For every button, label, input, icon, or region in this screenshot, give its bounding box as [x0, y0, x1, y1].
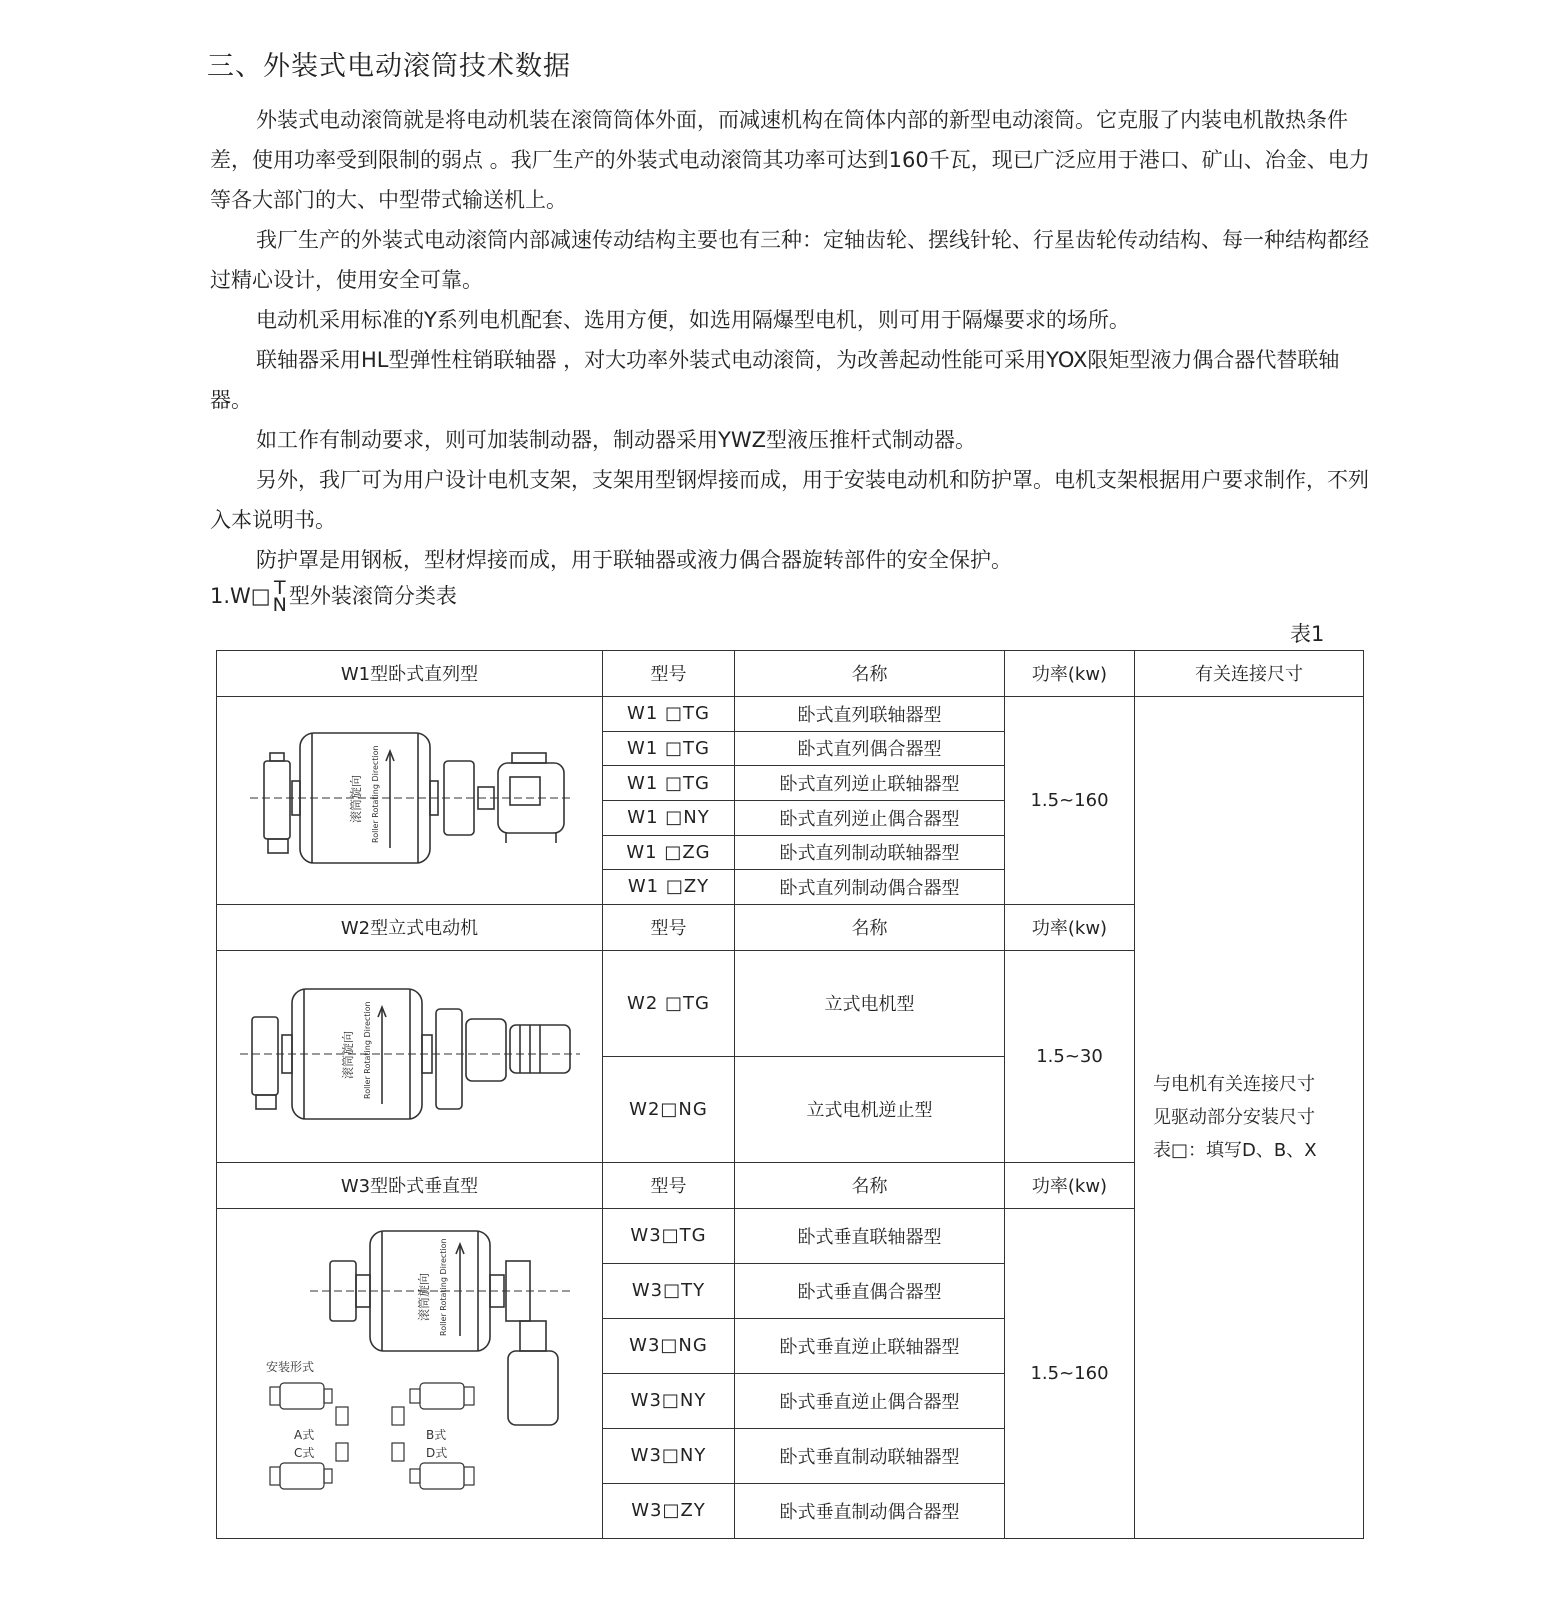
paragraph-5: 如工作有制动要求，则可加装制动器，制动器采用YWZ型液压推杆式制动器。 [256, 428, 976, 452]
model-cell: W3□NY [603, 1373, 735, 1428]
model-cell: W3□NY [603, 1428, 735, 1483]
paragraph-1: 外装式电动滚筒就是将电动机装在滚筒筒体外面，而减速机构在筒体内部的新型电动滚筒。它克服了内装电机散热条件差，使用功率受到限制的弱点 。我厂生产的外装式电动滚筒其功率可达到160千瓦，现已广泛应用于港口、矿山、冶金、电力等各大部门的大、中型带式输送机上。 [210, 108, 1370, 212]
name-cell: 卧式垂直偶合器型 [735, 1263, 1005, 1318]
drum-label: 滚筒旋向 [348, 774, 363, 823]
col-name: 名称 [735, 1162, 1005, 1208]
col-name: 名称 [735, 904, 1005, 950]
col-name: 名称 [735, 651, 1005, 697]
model-cell: W3□NG [603, 1318, 735, 1373]
paragraph-7: 防护罩是用钢板，型材焊接而成，用于联轴器或液力偶合器旋转部件的安全保护。 [256, 548, 1012, 572]
w3-vertical-drum-drawing [230, 1221, 590, 1521]
col-model: 型号 [603, 1162, 735, 1208]
col-power: 功率(kw) [1005, 1162, 1135, 1208]
classification-title: 1.W□ T N 型外装滚筒分类表 [210, 577, 457, 616]
paragraph-3: 电动机采用标准的Y系列电机配套、选用方便，如选用隔爆型电机，则可用于隔爆要求的场所。 [256, 308, 1130, 332]
form-c-label: C式 [293, 1445, 314, 1460]
model-cell: W1 □TG [603, 731, 735, 766]
name-cell: 立式电机型 [735, 950, 1005, 1056]
table-label: 表1 [1290, 622, 1325, 646]
model-cell: W1 □TG [603, 696, 735, 731]
w1-horizontal-drum-drawing [250, 713, 570, 883]
dims-note: 与电机有关连接尺寸 见驱动部分安装尺寸 表□：填写D、B、X [1135, 696, 1364, 1538]
paragraph-2: 我厂生产的外装式电动滚筒内部减速传动结构主要也有三种：定轴齿轮、摆线针轮、行星齿轮传动结构、每一种结构都经过精心设计，使用安全可靠。 [210, 228, 1369, 292]
model-cell: W3□ZY [603, 1483, 735, 1538]
col-dims: 有关连接尺寸 [1135, 651, 1364, 697]
name-cell: 卧式直列制动偶合器型 [735, 870, 1005, 905]
model-cell: W2 □TG [603, 950, 735, 1056]
group-header-w1: W1型卧式直列型 [217, 651, 603, 697]
col-power: 功率(kw) [1005, 651, 1135, 697]
w1-drawing [217, 696, 603, 904]
name-cell: 卧式垂直逆止联轴器型 [735, 1318, 1005, 1373]
model-cell: W1 □TG [603, 766, 735, 801]
model-cell: W1 □ZG [603, 835, 735, 870]
paragraph-4: 联轴器采用HL型弹性柱销联轴器 ，对大功率外装式电动滚筒，为改善起动性能可采用YOX限矩型液力偶合器代替联轴器。 [210, 348, 1340, 412]
name-cell: 卧式直列制动联轴器型 [735, 835, 1005, 870]
power-cell-w3: 1.5~160 [1005, 1208, 1135, 1538]
group-header-w3: W3型卧式垂直型 [217, 1162, 603, 1208]
classification-table [216, 650, 1364, 1539]
drum-label-en: Roller Rotating Direction [438, 1238, 448, 1336]
model-cell: W1 □NY [603, 800, 735, 835]
col-model: 型号 [603, 651, 735, 697]
page-title: 三、外装式电动滚筒技术数据 [207, 51, 571, 82]
model-cell: W2□NG [603, 1056, 735, 1162]
power-cell-w1: 1.5~160 [1005, 696, 1135, 904]
name-cell: 立式电机逆止型 [735, 1056, 1005, 1162]
group-header-w2: W2型立式电动机 [217, 904, 603, 950]
name-cell: 卧式垂直逆止偶合器型 [735, 1373, 1005, 1428]
form-b-label: B式 [425, 1427, 446, 1442]
model-cell: W3□TY [603, 1263, 735, 1318]
w2-vertical-motor-drawing [240, 969, 580, 1139]
name-cell: 卧式垂直制动偶合器型 [735, 1483, 1005, 1538]
power-cell-w2: 1.5~30 [1005, 950, 1135, 1162]
col-power: 功率(kw) [1005, 904, 1135, 950]
w3-drawing [217, 1208, 603, 1538]
drum-label: 滚筒旋向 [340, 1030, 355, 1079]
name-cell: 卧式垂直联轴器型 [735, 1208, 1005, 1263]
form-a-label: A式 [293, 1427, 314, 1442]
name-cell: 卧式垂直制动联轴器型 [735, 1428, 1005, 1483]
form-d-label: D式 [425, 1445, 447, 1460]
model-cell: W1 □ZY [603, 870, 735, 905]
drum-label-en: Roller Rotating Direction [362, 1001, 372, 1099]
drum-label: 滚筒旋向 [416, 1272, 431, 1321]
paragraph-6: 另外，我厂可为用户设计电机支架，支架用型钢焊接而成，用于安装电动机和防护罩。电机支架根据用户要求制作，不列入本说明书。 [210, 468, 1369, 532]
install-label: 安装形式 [265, 1359, 314, 1374]
drum-label-en: Roller Rotating Direction [370, 745, 380, 843]
w2-drawing [217, 950, 603, 1162]
intro-paragraphs [210, 100, 1375, 580]
name-cell: 卧式直列联轴器型 [735, 696, 1005, 731]
name-cell: 卧式直列逆止偶合器型 [735, 800, 1005, 835]
name-cell: 卧式直列偶合器型 [735, 731, 1005, 766]
col-model: 型号 [603, 904, 735, 950]
name-cell: 卧式直列逆止联轴器型 [735, 766, 1005, 801]
model-cell: W3□TG [603, 1208, 735, 1263]
